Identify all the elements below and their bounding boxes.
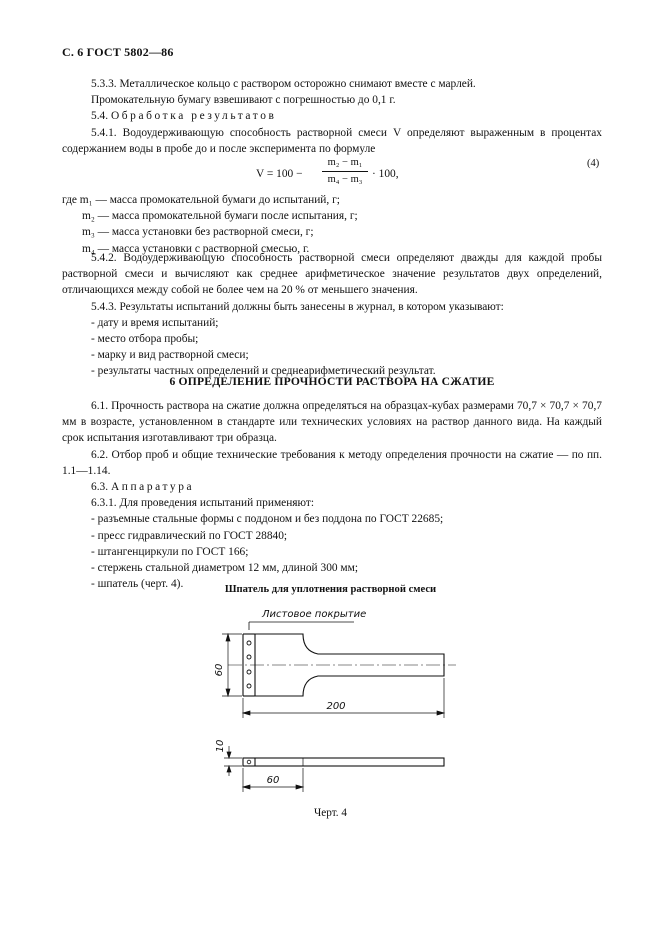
legend-m4: m₄ — масса установки с растворной смесью, г. bbox=[82, 242, 310, 255]
list-item: - марку и вид растворной смеси; bbox=[91, 349, 249, 362]
figure-caption: Черт. 4 bbox=[314, 807, 347, 819]
paragraph-6-3-1: 6.3.1. Для проведения испытаний применяют: bbox=[91, 497, 315, 510]
spatula-side-view bbox=[243, 758, 444, 766]
section-6-title: 6 ОПРЕДЕЛЕНИЕ ПРОЧНОСТИ РАСТВОРА НА СЖАТИЕ bbox=[169, 375, 495, 388]
heading-5-4-title: Обработка результатов bbox=[110, 110, 277, 123]
list-item: - место отбора пробы; bbox=[91, 333, 199, 346]
page-header: С. 6 ГОСТ 5802—86 bbox=[62, 45, 174, 59]
legend-m2: m₂ — масса промокательной бумаги после испытания, г; bbox=[82, 210, 358, 223]
paragraph-5-4-2: 5.4.2. Водоудерживающую способность растворной смеси определяют дважды для каждой пробы растворной смеси и вычисляют как среднее арифметическое значение результатов двух определений, отличающихся между собой не более чем на 20 % от меньшего значения. bbox=[62, 252, 602, 297]
list-item: - штангенциркули по ГОСТ 166; bbox=[91, 545, 249, 558]
list-item: - стержень стальной диаметром 12 мм, длиной 300 мм; bbox=[91, 562, 359, 575]
list-item: - дату и время испытаний; bbox=[91, 316, 219, 329]
list-item: - шпатель (черт. 4). bbox=[91, 578, 184, 591]
length-dimension bbox=[243, 678, 444, 718]
formula-rhs: · 100, bbox=[372, 168, 399, 180]
formula-lhs: V = 100 − bbox=[256, 168, 303, 180]
covering-label: Листовое покрытие bbox=[262, 609, 367, 620]
paragraph-6-1: 6.1. Прочность раствора на сжатие должна определяться на образцах-кубах размерами 70,7 × 70,7 × 70,7 мм в возрасте, установленном в стандарте или технических условиях на раствор данного вида. На каждый срок испытания изготавливают три образца. bbox=[62, 400, 602, 445]
heading-5-4-number: 5.4. bbox=[91, 110, 109, 123]
formula-number: (4) bbox=[587, 158, 600, 169]
thickness-dimension-label: 10 bbox=[215, 739, 226, 753]
length-dimension-label: 200 bbox=[326, 701, 346, 712]
paragraph-5-3-3a: 5.3.3. Металлическое кольцо с раствором осторожно снимают вместе с марлей. bbox=[91, 78, 476, 90]
paragraph-6-2: 6.2. Отбор проб и общие технические требования к методу определения прочности на сжатие — по пп. 1.1—1.14. bbox=[62, 448, 602, 477]
height-dimension-label: 60 bbox=[214, 663, 225, 677]
legend-m1: где m₁ — масса промокательной бумаги до испытаний, г; bbox=[62, 194, 340, 206]
list-item: - результаты частных определений и среднеарифметический результат. bbox=[91, 365, 436, 378]
formula-numerator: m₂ − m₁ bbox=[322, 156, 368, 172]
paragraph-5-3-3b: Промокательную бумагу взвешивают с погрешностью до 0,1 г. bbox=[91, 94, 396, 107]
plate-length-label: 60 bbox=[266, 775, 280, 786]
rivets bbox=[247, 641, 251, 688]
thickness-dimension bbox=[224, 746, 242, 776]
paragraph-5-4-1: 5.4.1. Водоудерживающую способность растворной смеси V определяют выраженным в процентах содержанием воды в пробе до и после эксперимента по формуле bbox=[62, 126, 602, 155]
paragraph-5-4-3: 5.4.3. Результаты испытаний должны быть занесены в журнал, в котором указывают: bbox=[91, 300, 504, 313]
formula-denominator: m₄ − m₃ bbox=[327, 174, 363, 185]
heading-6-3-number: 6.3. bbox=[91, 481, 109, 494]
legend-m3: m₃ — масса установки без растворной смеси, г; bbox=[82, 226, 314, 239]
heading-6-3-title: Аппаратура bbox=[110, 481, 195, 494]
list-item: - разъемные стальные формы с поддоном и без поддона по ГОСТ 22685; bbox=[91, 513, 444, 526]
list-item: - пресс гидравлический по ГОСТ 28840; bbox=[91, 529, 288, 542]
figure-title: Шпатель для уплотнения растворной смеси bbox=[224, 584, 437, 595]
